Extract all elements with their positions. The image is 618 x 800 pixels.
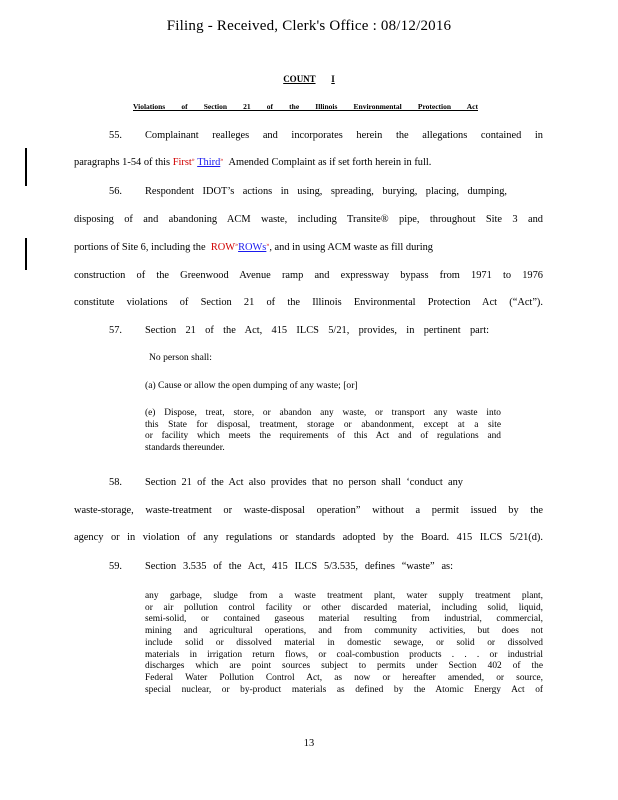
quote-line: or air pollution control facility or other discarded material, including solid, liquid, (145, 602, 543, 613)
paragraph-number: 56. (109, 186, 122, 197)
paragraph-57-line: Section 21 of the Act, 415 ILCS 5/21, provides, in pertinent part: (145, 325, 489, 336)
quote-line: or facility which meets the requirements of this Act and of regulations and (145, 431, 501, 442)
quote-line: discharges which are point sources subject to permits under Section 402 of the (145, 661, 543, 672)
paragraph-55-text: paragraphs 1-54 of this (74, 157, 171, 168)
paragraph-56-line: constitute violations of Section 21 of the Illinois Environmental Protection Act (“Act”). (74, 297, 543, 308)
revision-mark: » (235, 242, 239, 248)
count-title-number: I (331, 74, 335, 84)
quote-line: materials in irrigation return flows, or coal-combustion products . . . or industrial (145, 649, 543, 660)
quote-line: special nuclear, or by-product materials as defined by the Atomic Energy Act of (145, 684, 543, 695)
inserted-text: ROWs (238, 242, 267, 253)
revision-mark: » (220, 157, 224, 163)
paragraph-56-line: construction of the Greenwood Avenue ramp and expressway bypass from 1971 to 1976 (74, 270, 543, 281)
deleted-text: ROW (210, 242, 236, 253)
paragraph-56-text: , and in using ACM waste as fill during (269, 242, 434, 253)
paragraph-number: 59. (109, 561, 122, 572)
paragraph-58-line: Section 21 of the Act also provides that no person shall ‘conduct any (145, 477, 463, 488)
count-title (0, 74, 618, 84)
paragraph-56-line: Respondent IDOT’s actions in using, spreading, burying, placing, dumping, (145, 186, 507, 197)
quote-line: semi-solid, or contained gaseous material resulting from industrial, commercial, (145, 614, 543, 625)
count-subtitle: Violations of Section 21 of the Illinois Environmental Protection Act (133, 102, 478, 111)
quote-line: mining and agricultural operations, and from community activities, but does not (145, 626, 543, 637)
paragraph-55-line (74, 157, 543, 168)
block-quote (145, 591, 543, 696)
paragraph-56-line (74, 242, 433, 253)
paragraph-number: 58. (109, 477, 122, 488)
quote-line: (e) Dispose, treat, store, or abandon any waste, or transport any waste into (145, 408, 501, 418)
paragraph-number: 55. (109, 130, 122, 141)
quote-line: include solid or dissolved material in domestic sewage, or solid or dissolved (145, 637, 543, 648)
filing-header: Filing - Received, Clerk's Office : 08/12/2016 (166, 18, 452, 34)
revision-mark: » (191, 157, 195, 163)
page-number: 13 (303, 738, 315, 749)
paragraph-56-line: disposing of and abandoning ACM waste, including Transite® pipe, throughout Site 3 and (74, 214, 543, 225)
quote-line: Federal Water Pollution Control Act, as now or hereafter amended, or source, (145, 672, 543, 683)
paragraph-55-text: Amended Complaint as if set forth herein in full. (228, 157, 432, 168)
deleted-text: First (172, 157, 192, 168)
paragraph-number: 57. (109, 325, 122, 336)
block-quote (145, 408, 501, 455)
paragraph-59-line: Section 3.535 of the Act, 415 ILCS 5/3.535, defines “waste” as: (145, 561, 453, 572)
quote-text: No person shall: (149, 352, 212, 363)
paragraph-56-text: portions of Site 6, including the (74, 242, 206, 253)
paragraph-58-line: waste-storage, waste-treatment or waste-disposal operation” without a permit issued by the (74, 505, 543, 516)
quote-line: standards thereunder. (145, 443, 225, 454)
inserted-text: Third (197, 157, 221, 168)
revision-mark: » (266, 242, 270, 248)
paragraph-58-line: agency or in violation of any regulations or standards adopted by the Board. 415 ILCS 5/21(d). (74, 532, 543, 543)
change-bar (25, 148, 27, 186)
paragraph-55-line: Complainant realleges and incorporates herein the allegations contained in (145, 130, 543, 141)
count-title-word: COUNT (283, 74, 316, 84)
quote-text: (a) Cause or allow the open dumping of any waste; [or] (145, 380, 358, 391)
quote-line: this State for disposal, treatment, storage or abandonment, except at a site (145, 419, 501, 430)
change-bar (25, 238, 27, 270)
quote-line: any garbage, sludge from a waste treatment plant, water supply treatment plant, (145, 591, 543, 601)
